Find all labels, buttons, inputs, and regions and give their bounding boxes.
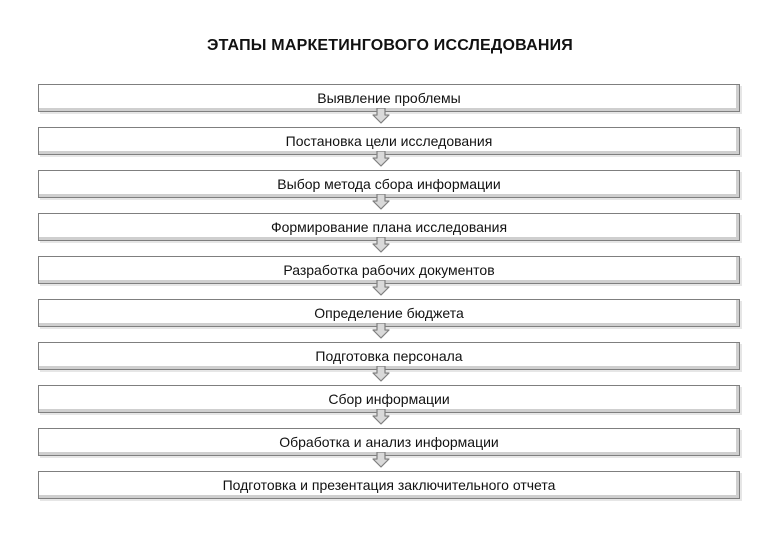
down-arrow-icon <box>372 366 390 382</box>
down-arrow-icon <box>372 151 390 167</box>
down-arrow-icon <box>372 280 390 296</box>
step-9-label: Обработка и анализ информации <box>279 434 499 450</box>
down-arrow-icon <box>372 409 390 425</box>
down-arrow-icon <box>372 194 390 210</box>
diagram-title: ЭТАПЫ МАРКЕТИНГОВОГО ИССЛЕДОВАНИЯ <box>207 37 573 54</box>
down-arrow-icon <box>372 237 390 253</box>
down-arrow-icon <box>372 108 390 124</box>
step-2-label: Постановка цели исследования <box>285 133 493 149</box>
step-1-label: Выявление проблемы <box>317 90 461 106</box>
step-3-label: Выбор метода сбора информации <box>277 176 501 192</box>
step-10-label: Подготовка и презентация заключительного отчета <box>222 477 556 493</box>
step-8-label: Сбор информации <box>328 391 450 407</box>
down-arrow-icon <box>372 452 390 468</box>
step-5-label: Разработка рабочих документов <box>283 262 495 278</box>
step-6-label: Определение бюджета <box>314 305 464 321</box>
down-arrow-icon <box>372 323 390 339</box>
step-10-box <box>38 471 740 499</box>
step-7-label: Подготовка персонала <box>315 348 463 364</box>
step-4-label: Формирование плана исследования <box>270 219 508 235</box>
